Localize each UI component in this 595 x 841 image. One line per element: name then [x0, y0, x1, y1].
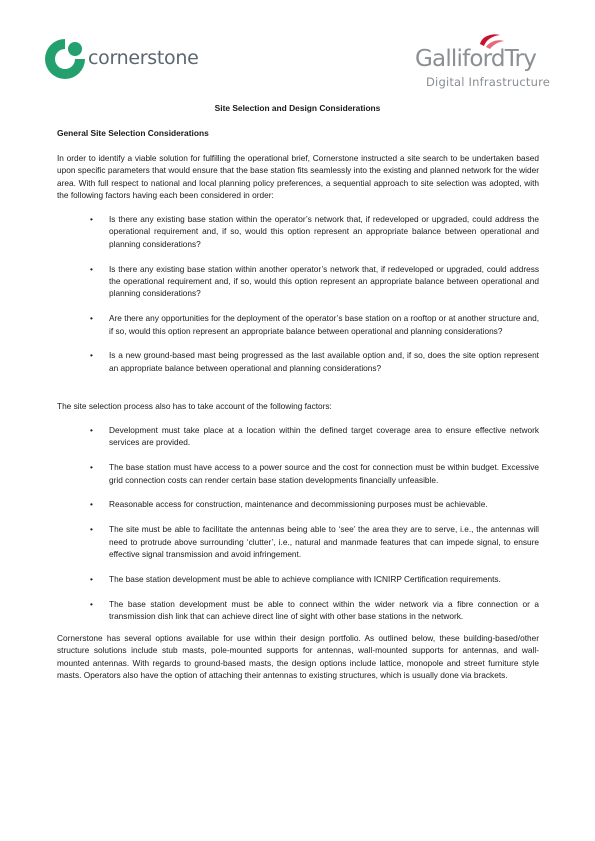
process-intro-paragraph: The site selection process also has to take account of the following factors:: [57, 401, 332, 411]
list-item-text: Is a new ground-based mast being progressed as the last available option and, if so, does the site option represent an appropriate balance between operational and planning considerations?: [109, 350, 539, 373]
bullet-icon: •: [90, 350, 93, 361]
list-item: [90, 263, 539, 300]
list-item-text: Reasonable access for construction, maintenance and decommissioning purposes must be achievable.: [109, 499, 488, 510]
bullet-icon: •: [90, 524, 93, 535]
list-item-text: Development must take place at a location within the defined target coverage area to ensure effective network services are provided.: [109, 425, 539, 448]
digital-infrastructure-subtitle: Digital Infrastructure: [426, 75, 551, 89]
bullet-icon: •: [90, 499, 93, 510]
list-item-text: Are there any opportunities for the deployment of the operator’s base station on a rooftop or at another structure and, if so, would this option represent an appropriate balance between operational and planning considerations?: [109, 313, 539, 336]
cornerstone-wordmark: cornerstone: [88, 47, 199, 69]
list-item-text: The base station development must be able to connect within the wider network via a fibre connection or a transmission dish link that can achieve direct line of sight with other base stations in the network.: [109, 598, 539, 622]
bullet-icon: •: [90, 598, 93, 609]
bullet-icon: •: [90, 425, 93, 435]
list-item-text: The site must be able to facilitate the antennas being able to ‘see’ the area they are to serve, i.e., the antennas will need to protrude above surrounding ‘clutter’, i.e., natural and manmade features that can impede signal, to ensure effective signal transmission and avoid infringement.: [109, 524, 539, 560]
list-item-text: Is there any existing base station within the operator’s network that, if redeveloped or upgraded, could address the operational requirement and, if so, would this option represent an appropriate balance between operational and planning considerations?: [109, 214, 539, 249]
bullet-icon: •: [90, 263, 93, 274]
intro-paragraph: In order to identify a viable solution for fulfilling the operational brief, Cornerstone instructed a site search to be undertaken based upon specific parameters that would ensure that the base station fits seamlessly into the existing and planned network for the wider area. With full respect to national and local planning policy preferences, a sequential approach to site selection was adopted, with the following factors having each been considered in order:: [57, 153, 539, 201]
list-item: [90, 312, 539, 337]
list-item-text: The base station must have access to a power source and the cost for connection must be within budget. Excessive grid connection costs can render certain base station developments financially unfeasible.: [109, 462, 539, 485]
list-item: [90, 213, 539, 250]
list-item: [90, 461, 539, 486]
bullet-icon: •: [90, 214, 93, 224]
closing-paragraph: Cornerstone has several options available for use within their design portfolio. As outlined below, these building-based/other structure solutions include stub masts, pole-mounted supports for antennas, wall-mounted supports for antennas, and wall-mounted antennas. With regards to ground-based masts, the design options include lattice, monopole and street furniture style masts. Operators also have the option of attaching their antennas to existing structures, which is usually done via brackets.: [57, 633, 539, 681]
bullet-icon: •: [90, 462, 93, 473]
list-item: [90, 598, 539, 623]
list-item-text: The base station development must be able to achieve compliance with ICNIRP Certification requirements.: [109, 573, 501, 584]
bullet-icon: •: [90, 313, 93, 324]
section-heading: General Site Selection Considerations: [57, 128, 209, 138]
list-item-text: Is there any existing base station within another operator’s network that, if redeveloped or upgraded, could address the operational requirement and, if so, would this option represent an appropriate balance between operational and planning considerations?: [109, 263, 539, 299]
list-item: [90, 424, 539, 449]
list-item: [90, 573, 539, 585]
sequential-factors-list: [90, 213, 539, 374]
galliford-try-logo: [412, 32, 551, 96]
bullet-icon: •: [90, 573, 93, 584]
document-title: Site Selection and Design Considerations: [214, 103, 381, 113]
list-item: [90, 498, 539, 510]
cornerstone-logo: [44, 38, 199, 84]
galliford-try-wordmark: GallifordTry: [415, 46, 537, 72]
list-item: [90, 349, 539, 374]
list-item: [90, 523, 539, 560]
cornerstone-mark-icon: [44, 38, 86, 80]
process-factors-list: [90, 424, 539, 622]
